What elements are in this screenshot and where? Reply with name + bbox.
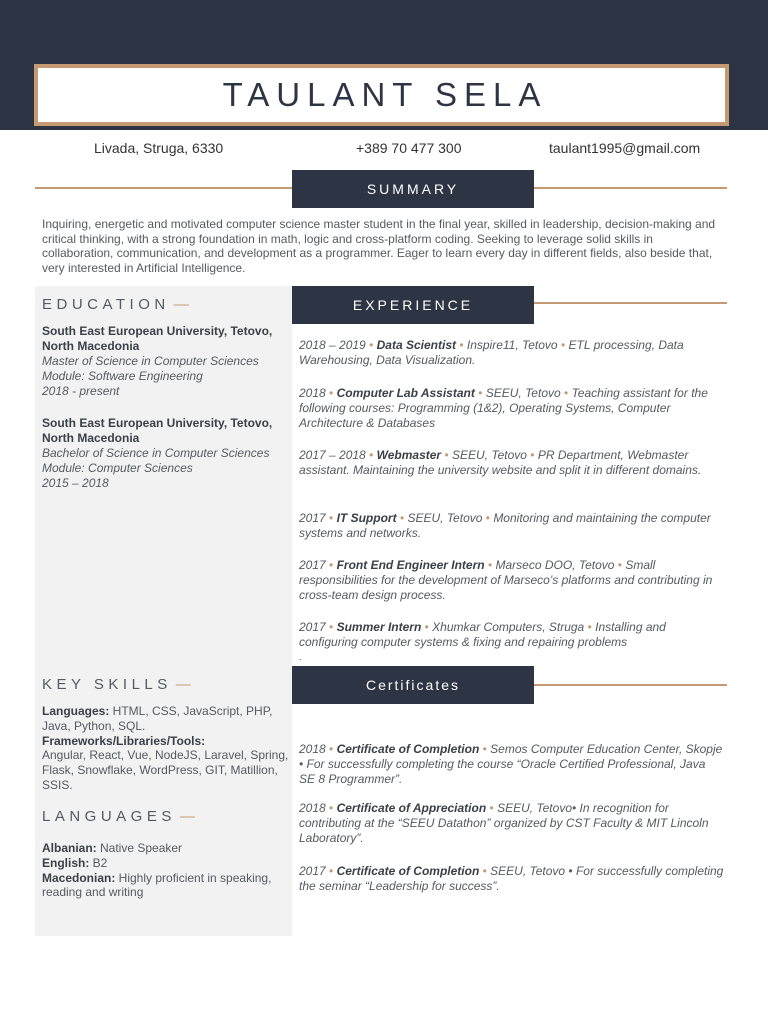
languages-dash: — (179, 808, 195, 825)
language-name: English: (42, 855, 90, 870)
experience-role: Front End Engineer Intern (336, 558, 485, 572)
experience-heading-label: EXPERIENCE (352, 297, 474, 313)
experience-desc: Teaching assistant for the following courses: Programming (1&2), Operating Systems, Computer Architecture & Databases (299, 386, 708, 430)
language-name: Macedonian: (42, 870, 116, 885)
experience-role: Computer Lab Assistant (336, 386, 475, 400)
experience-desc: ETL processing, Data Warehousing, Data Visualization. (299, 338, 684, 367)
experience-role: IT Support (336, 511, 397, 525)
education-dash: — (173, 296, 189, 313)
certificate-desc: SEEU, Tetovo • For successfully completing the seminar “Leadership for success”. (299, 864, 724, 893)
skills-frameworks-value: Angular, React, Vue, NodeJS, Laravel, Spring, Flask, Snowflake, WordPress, GIT, Matillion, SSIS. (42, 748, 289, 792)
summary-heading (292, 170, 534, 208)
experience-entry: 2017 – 2018 • Webmaster • SEEU, Tetovo • PR Department, Webmaster assistant. Maintaining the university website and split it in different domains. (299, 448, 702, 477)
name-box (34, 64, 729, 126)
skills-heading-label: KEY SKILLS (42, 676, 172, 693)
skills-dash: — (175, 676, 191, 693)
experience-role: Webmaster (376, 448, 442, 462)
education-institution: South East European University, Tetovo, North Macedonia (42, 324, 273, 353)
certificate-entry: 2017 • Certificate of Completion • SEEU, Tetovo • For successfully completing the seminar “Leadership for success”. (299, 864, 724, 893)
languages-heading (42, 808, 195, 825)
experience-entry: 2017 • IT Support • SEEU, Tetovo • Monitoring and maintaining the computer systems and networks. (299, 511, 711, 540)
experience-org: SEEU, Tetovo (407, 511, 483, 525)
experience-years: 2017 – 2018 (299, 448, 366, 462)
language-level: B2 (89, 855, 108, 870)
education-module: Module: Software Engineering (42, 369, 203, 383)
certificate-entry: 2018 • Certificate of Appreciation • SEEU, Tetovo• In recognition for contributing at the “SEEU Datathon” organized by CST Faculty & MIT Lincoln Laboratory”. (299, 801, 709, 845)
experience-desc: Small responsibilities for the development of Marseco’s platforms and contributing in cross-team design process. (299, 558, 713, 602)
certificate-year: 2018 (299, 742, 326, 756)
experience-desc: Monitoring and maintaining the computer systems and networks. (299, 511, 711, 540)
experience-entry: 2018 • Computer Lab Assistant • SEEU, Tetovo • Teaching assistant for the following courses: Programming (1&2), Operating Systems, Computer Architecture & Databases (299, 386, 708, 430)
language-item (42, 841, 290, 856)
certificate-title: Certificate of Completion (336, 742, 480, 756)
certificate-year: 2017 (299, 864, 326, 878)
summary-text: Inquiring, energetic and motivated computer science master student in the final year, skilled in leadership, decision-making and critical thinking, with a strong foundation in math, logic and cross-platform coding. Seeking to leverage solid skills in collaboration, communication, and development as a programmer. Eager to learn every day in different fields, also beside that, very interested in Artificial Intelligence. (42, 217, 716, 275)
experience-heading (292, 286, 534, 324)
experience-desc: PR Department, Webmaster assistant. Maintaining the university website and split it in different domains. (299, 448, 702, 477)
experience-entry: 2017 • Front End Engineer Intern • Marseco DOO, Tetovo • Small responsibilities for the development of Marseco’s platforms and contributing in cross-team design process. (299, 558, 713, 602)
experience-desc: Installing and configuring computer systems & fixing and repairing problems (299, 620, 666, 649)
certificates-heading-label: Certificates (365, 677, 461, 693)
skills-heading (42, 676, 191, 693)
experience-role: Data Scientist (376, 338, 456, 352)
education-degree: Bachelor of Science in Computer Sciences (42, 446, 270, 460)
experience-years: 2018 (299, 386, 326, 400)
experience-entry: 2018 – 2019 • Data Scientist • Inspire11, Tetovo • ETL processing, Data Warehousing, Data Visualization. (299, 338, 684, 367)
experience-org: Xhumkar Computers, Struga (432, 620, 585, 634)
experience-years: 2017 (299, 620, 326, 634)
language-item (42, 871, 290, 901)
experience-rule (534, 302, 727, 304)
contact-phone: +389 70 477 300 (356, 140, 462, 156)
experience-entry: 2017 • Summer Intern • Xhumkar Computers, Struga • Installing and configuring computer systems & fixing and repairing problems (299, 620, 666, 649)
education-dates: 2015 – 2018 (42, 476, 109, 490)
education-item (42, 416, 288, 491)
certificates-rule (534, 684, 727, 686)
certificates-heading (292, 666, 534, 704)
certificate-year: 2018 (299, 801, 326, 815)
experience-org: SEEU, Tetovo (452, 448, 527, 462)
education-degree: Master of Science in Computer Sciences (42, 354, 259, 368)
experience-org: Marseco DOO, Tetovo (495, 558, 615, 572)
contact-email[interactable]: taulant1995@gmail.com (549, 140, 701, 156)
summary-heading-label: SUMMARY (366, 181, 460, 197)
certificate-entry: 2018 • Certificate of Completion • Semos Computer Education Center, Skopje • For successfully completing the course “Oracle Certified Professional, Java SE 8 Programmer”. (299, 742, 723, 786)
languages-heading-label: LANGUAGES (42, 808, 176, 825)
education-item (42, 324, 288, 399)
education-heading-label: EDUCATION (42, 296, 170, 313)
experience-years: 2017 (299, 558, 326, 572)
skills-list (42, 704, 290, 793)
education-institution: South East European University, Tetovo, North Macedonia (42, 416, 273, 445)
experience-org: Inspire11, Tetovo (466, 338, 558, 352)
candidate-name: TAULANT SELA (222, 76, 548, 113)
language-item (42, 856, 290, 871)
experience-role: Summer Intern (336, 620, 422, 634)
experience-trailing-mark: . (299, 652, 302, 662)
experience-years: 2018 – 2019 (299, 338, 366, 352)
certificate-title: Certificate of Completion (336, 864, 480, 878)
certificate-title: Certificate of Appreciation (336, 801, 487, 815)
language-name: Albanian: (42, 841, 97, 855)
skills-languages-label: Languages: (42, 704, 110, 718)
experience-years: 2017 (299, 511, 326, 525)
languages-list (42, 841, 290, 900)
language-level: Native Speaker (96, 841, 183, 855)
skills-frameworks-label: Frameworks/Libraries/Tools: (42, 733, 206, 748)
education-dates: 2018 - present (42, 384, 120, 398)
language-level: Highly proficient in speaking, reading and writing (42, 870, 272, 900)
skills-languages-value: HTML, CSS, JavaScript, PHP, Java, Python, SQL. (42, 704, 273, 733)
education-module: Module: Computer Sciences (42, 461, 193, 475)
contact-address: Livada, Struga, 6330 (94, 140, 224, 156)
certificate-desc: Semos Computer Education Center, Skopje • For successfully completing the course “Oracle Certified Professional, Java SE 8 Programmer”. (299, 742, 723, 786)
certificate-desc: SEEU, Tetovo• In recognition for contributing at the “SEEU Datathon” organized by CST Faculty & MIT Lincoln Laboratory”. (299, 801, 709, 845)
education-heading (42, 296, 189, 313)
experience-org: SEEU, Tetovo (485, 386, 561, 400)
